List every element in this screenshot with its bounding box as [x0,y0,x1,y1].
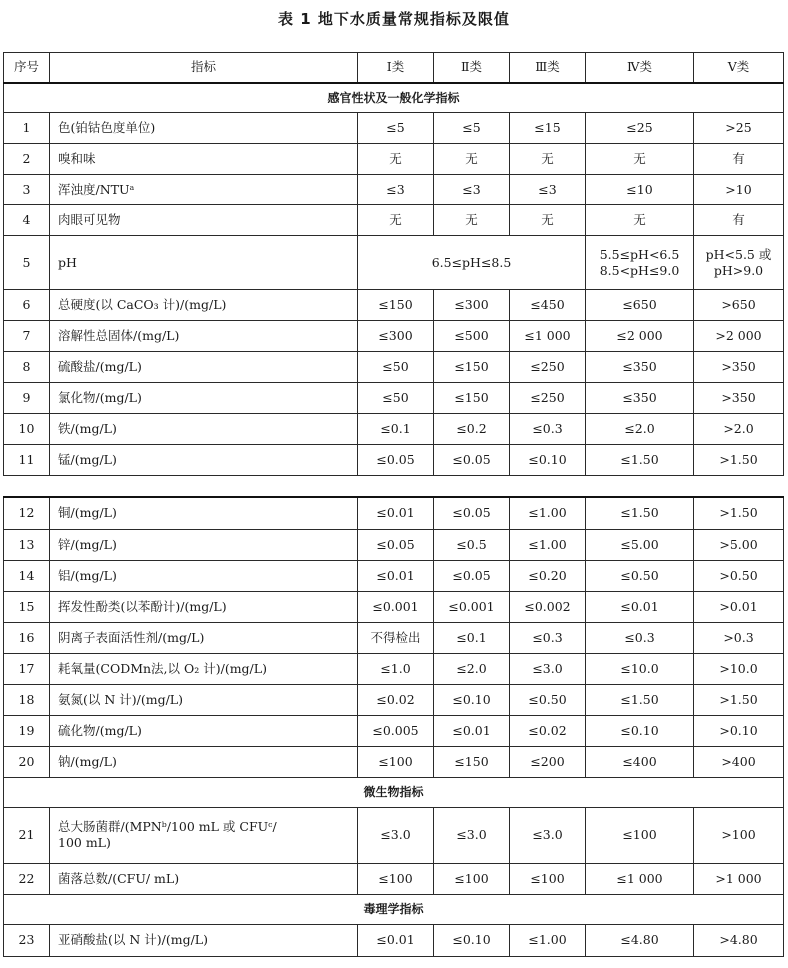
limit-class-5: >1.50 [694,497,784,529]
limit-class-1: ≤5 [358,113,434,144]
limit-class-5: >100 [694,807,784,863]
indicator-name: 硫化物/(mg/L) [50,715,358,746]
limit-class-3: ≤100 [510,863,586,894]
row-number: 17 [4,653,50,684]
table-row [4,383,784,414]
limit-class-4: ≤0.10 [586,715,694,746]
indicator-name [50,807,358,863]
indicator-name: 菌落总数/(CFU/ mL) [50,863,358,894]
limit-class-4: ≤2.0 [586,414,694,445]
indicator-name: 铝/(mg/L) [50,560,358,591]
limit-class-1: ≤0.05 [358,529,434,560]
section-title: 毒理学指标 [4,894,784,924]
limit-class-4 [586,236,694,290]
header-row [4,53,784,83]
limit-class-5: >0.01 [694,591,784,622]
limit-class-2: ≤0.5 [434,529,510,560]
limit-class-1: ≤0.005 [358,715,434,746]
col-header-no: 序号 [4,53,50,83]
limit-class-3: ≤1.00 [510,497,586,529]
limit-class-1: ≤50 [358,352,434,383]
row-number: 19 [4,715,50,746]
limit-class-2: ≤150 [434,746,510,777]
col-header-class-3: Ⅲ类 [510,53,586,83]
limit-class-5: >25 [694,113,784,144]
indicator-name: 钠/(mg/L) [50,746,358,777]
row-number: 15 [4,591,50,622]
limit-class-5: >2.0 [694,414,784,445]
limit-class-2: ≤0.2 [434,414,510,445]
limit-class-1: ≤1.0 [358,653,434,684]
limit-class-5: >350 [694,352,784,383]
limit-class-3: ≤3.0 [510,807,586,863]
row-number: 5 [4,236,50,290]
col-header-class-1: Ⅰ类 [358,53,434,83]
limit-class-5: 有 [694,144,784,175]
limit-class-2: ≤5 [434,113,510,144]
table-row [4,684,784,715]
table-row [4,445,784,476]
table-row [4,236,784,290]
limit-class-5-line-1: pH<5.5 或 [705,246,772,262]
limit-class-1: ≤100 [358,746,434,777]
limit-class-3: ≤1 000 [510,321,586,352]
indicator-name: 氯化物/(mg/L) [50,383,358,414]
row-number: 20 [4,746,50,777]
limit-class-5: >10.0 [694,653,784,684]
indicator-name: 耗氧量(CODMn法,以 O₂ 计)/(mg/L) [50,653,358,684]
col-header-class-2: Ⅱ类 [434,53,510,83]
section-row [4,777,784,807]
table-row [4,807,784,863]
table-row [4,352,784,383]
limit-class-4: ≤1.50 [586,684,694,715]
limit-class-2: ≤2.0 [434,653,510,684]
limit-class-4: ≤0.01 [586,591,694,622]
limit-class-3: ≤3 [510,175,586,205]
table-row [4,113,784,144]
limit-class-2: ≤3 [434,175,510,205]
limit-class-4: ≤4.80 [586,924,694,956]
table-row [4,746,784,777]
limit-class-3: ≤0.002 [510,591,586,622]
limit-class-2: ≤0.05 [434,560,510,591]
limit-class-3: ≤15 [510,113,586,144]
row-number: 6 [4,290,50,321]
limit-class-5: >10 [694,175,784,205]
limit-class-2: ≤0.1 [434,622,510,653]
limit-class-1: 不得检出 [358,622,434,653]
limit-class-1: ≤300 [358,321,434,352]
row-number: 22 [4,863,50,894]
limit-class-5: >2 000 [694,321,784,352]
row-number: 3 [4,175,50,205]
limit-class-3: ≤0.10 [510,445,586,476]
table-row [4,175,784,205]
table-title: 表 1 地下水质量常规指标及限值 [278,10,510,28]
limit-class-3: ≤250 [510,352,586,383]
table-row [4,863,784,894]
section-row [4,894,784,924]
limit-class-3: ≤0.3 [510,622,586,653]
limit-class-4: ≤0.3 [586,622,694,653]
limit-class-2: ≤0.10 [434,924,510,956]
limit-class-4: ≤1.50 [586,445,694,476]
table-row [4,497,784,529]
limit-class-1: ≤0.01 [358,497,434,529]
limit-class-5: >0.10 [694,715,784,746]
indicator-name: 铜/(mg/L) [50,497,358,529]
limit-class-2: ≤3.0 [434,807,510,863]
section-row [4,83,784,113]
limit-class-1: ≤0.05 [358,445,434,476]
limit-class-1: ≤0.001 [358,591,434,622]
limit-class-4: ≤350 [586,352,694,383]
row-number: 1 [4,113,50,144]
standards-table-part-1 [3,52,784,476]
row-number: 11 [4,445,50,476]
indicator-name: 锰/(mg/L) [50,445,358,476]
limit-class-1: ≤0.02 [358,684,434,715]
limit-class-1-3: 6.5≤pH≤8.5 [358,236,586,290]
limit-class-2: ≤300 [434,290,510,321]
limit-class-1: ≤0.01 [358,924,434,956]
limit-class-4: ≤350 [586,383,694,414]
limit-class-2: ≤0.05 [434,497,510,529]
limit-class-5: >1 000 [694,863,784,894]
limit-class-3: ≤0.50 [510,684,586,715]
limit-class-1: ≤0.1 [358,414,434,445]
limit-class-2: ≤0.001 [434,591,510,622]
limit-class-2: ≤0.01 [434,715,510,746]
row-number: 16 [4,622,50,653]
row-number: 23 [4,924,50,956]
indicator-name: 硫酸盐/(mg/L) [50,352,358,383]
col-header-class-4: Ⅳ类 [586,53,694,83]
limit-class-5: >650 [694,290,784,321]
limit-class-4: ≤1 000 [586,863,694,894]
row-number: 18 [4,684,50,715]
limit-class-4: ≤650 [586,290,694,321]
limit-class-3: ≤1.00 [510,529,586,560]
limit-class-1: ≤0.01 [358,560,434,591]
table-row [4,321,784,352]
indicator-name: 浑浊度/NTUᵃ [50,175,358,205]
limit-class-4-line-1: 5.5≤pH<6.5 [599,246,680,262]
row-number: 12 [4,497,50,529]
limit-class-3: ≤250 [510,383,586,414]
row-number: 4 [4,205,50,236]
table-row [4,205,784,236]
standards-table-part-2 [3,496,784,957]
limit-class-1: 无 [358,144,434,175]
indicator-name: 溶解性总固体/(mg/L) [50,321,358,352]
limit-class-5 [694,236,784,290]
limit-class-5: >1.50 [694,445,784,476]
limit-class-4: ≤10.0 [586,653,694,684]
row-number: 10 [4,414,50,445]
table-row [4,715,784,746]
limit-class-4: ≤1.50 [586,497,694,529]
limit-class-1: ≤100 [358,863,434,894]
table-row [4,560,784,591]
limit-class-2: ≤0.10 [434,684,510,715]
table-row [4,290,784,321]
col-header-class-5: Ⅴ类 [694,53,784,83]
limit-class-2: ≤150 [434,352,510,383]
limit-class-3: 无 [510,205,586,236]
limit-class-1: ≤50 [358,383,434,414]
indicator-name-line-2: 100 mL) [58,835,111,850]
limit-class-2: ≤100 [434,863,510,894]
limit-class-1: ≤3.0 [358,807,434,863]
limit-class-4-line-2: 8.5<pH≤9.0 [599,262,680,278]
table-row [4,591,784,622]
limit-class-4: ≤400 [586,746,694,777]
limit-class-3: ≤0.20 [510,560,586,591]
indicator-name: 阴离子表面活性剂/(mg/L) [50,622,358,653]
limit-class-4: ≤25 [586,113,694,144]
limit-class-3: ≤0.02 [510,715,586,746]
indicator-name: pH [50,236,358,290]
limit-class-5-line-2: pH>9.0 [713,262,764,278]
limit-class-5: >0.50 [694,560,784,591]
limit-class-1: ≤150 [358,290,434,321]
table-row [4,924,784,956]
indicator-name: 挥发性酚类(以苯酚计)/(mg/L) [50,591,358,622]
limit-class-4: 无 [586,144,694,175]
limit-class-3: ≤200 [510,746,586,777]
limit-class-4: 无 [586,205,694,236]
indicator-name: 色(铂钴色度单位) [50,113,358,144]
limit-class-5: 有 [694,205,784,236]
indicator-name: 肉眼可见物 [50,205,358,236]
limit-class-2: 无 [434,144,510,175]
table-row [4,529,784,560]
limit-class-5: >350 [694,383,784,414]
limit-class-4: ≤5.00 [586,529,694,560]
row-number: 13 [4,529,50,560]
limit-class-2: ≤150 [434,383,510,414]
limit-class-3: ≤3.0 [510,653,586,684]
indicator-name: 铁/(mg/L) [50,414,358,445]
table-row [4,653,784,684]
limit-class-4: ≤2 000 [586,321,694,352]
limit-class-2: ≤500 [434,321,510,352]
limit-class-5: >400 [694,746,784,777]
section-title: 微生物指标 [4,777,784,807]
limit-class-4: ≤10 [586,175,694,205]
limit-class-3: ≤450 [510,290,586,321]
section-title: 感官性状及一般化学指标 [4,83,784,113]
table-row [4,622,784,653]
col-header-indicator: 指标 [50,53,358,83]
indicator-name: 嗅和味 [50,144,358,175]
limit-class-2: 无 [434,205,510,236]
limit-class-4: ≤0.50 [586,560,694,591]
indicator-name: 氨氮(以 N 计)/(mg/L) [50,684,358,715]
limit-class-4: ≤100 [586,807,694,863]
row-number: 2 [4,144,50,175]
indicator-name: 锌/(mg/L) [50,529,358,560]
row-number: 8 [4,352,50,383]
indicator-name: 亚硝酸盐(以 N 计)/(mg/L) [50,924,358,956]
row-number: 14 [4,560,50,591]
limit-class-3: 无 [510,144,586,175]
limit-class-3: ≤1.00 [510,924,586,956]
table-row [4,144,784,175]
limit-class-2: ≤0.05 [434,445,510,476]
indicator-name-line-1: 总大肠菌群/(MPNᵇ/100 mL 或 CFUᶜ/ [58,819,277,834]
limit-class-1: 无 [358,205,434,236]
limit-class-5: >4.80 [694,924,784,956]
limit-class-5: >1.50 [694,684,784,715]
row-number: 9 [4,383,50,414]
row-number: 7 [4,321,50,352]
limit-class-5: >5.00 [694,529,784,560]
row-number: 21 [4,807,50,863]
limit-class-5: >0.3 [694,622,784,653]
table-row [4,414,784,445]
limit-class-1: ≤3 [358,175,434,205]
limit-class-3: ≤0.3 [510,414,586,445]
indicator-name: 总硬度(以 CaCO₃ 计)/(mg/L) [50,290,358,321]
